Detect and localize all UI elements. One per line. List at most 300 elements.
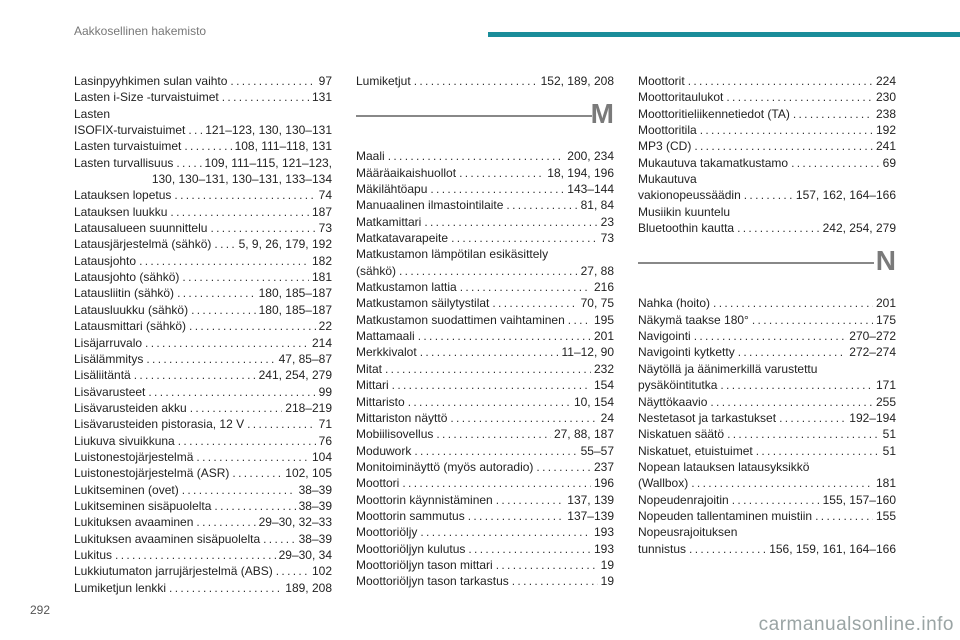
dot-leader [388, 148, 565, 164]
dot-leader [178, 433, 316, 449]
index-entry [356, 492, 614, 508]
entry-pages: 201 [875, 296, 896, 311]
entry-term: Näyttökaavio [638, 394, 708, 409]
index-entry [638, 89, 896, 105]
entry-term: Latausjohto (sähkö) [74, 270, 180, 285]
entry-term: Niskatuen säätö [638, 427, 725, 442]
entry-pages: 193 [593, 525, 614, 540]
index-column-1 [74, 73, 332, 596]
entry-pages: 143–144 [567, 182, 614, 197]
entry-term: Niskatuet, etuistuimet [638, 443, 753, 458]
entry-term: Lisävarusteiden pistorasia, 12 V [74, 417, 245, 432]
index-entry [356, 73, 614, 89]
entry-term: Lukitus [74, 547, 113, 562]
index-entry [638, 394, 896, 410]
entry-pages: 232 [593, 361, 614, 376]
entry-term: Latausluukku (sähkö) [74, 302, 189, 317]
index-entry [356, 197, 614, 213]
index-entry [74, 302, 332, 318]
entry-term: Näkymä taakse 180° [638, 312, 749, 327]
dot-leader [720, 377, 873, 393]
dot-leader [385, 361, 591, 377]
entry-pages: 181 [875, 476, 896, 491]
header-accent-bar [488, 32, 960, 37]
index-entry [74, 384, 332, 400]
index-entry [638, 106, 896, 122]
index-entry [356, 557, 614, 573]
entry-pages: 104 [311, 449, 332, 464]
index-entry [638, 459, 896, 492]
index-entry [638, 155, 896, 171]
dot-leader [392, 377, 591, 393]
dot-leader [146, 351, 275, 367]
entry-pages: 272–274 [849, 345, 896, 360]
index-entry [74, 318, 332, 334]
dot-leader [191, 302, 256, 318]
entry-term: Lukituksen avaaminen [74, 515, 194, 530]
index-entry [74, 285, 332, 301]
dot-leader [418, 328, 591, 344]
entry-pages: 131 [311, 90, 332, 105]
index-entry [356, 426, 614, 442]
entry-term: Manuaalinen ilmastointilaite [356, 198, 504, 213]
entry-pages: 180, 185–187 [258, 302, 332, 317]
index-entry [74, 269, 332, 285]
entry-pages: 102 [311, 564, 332, 579]
dot-leader [214, 498, 295, 514]
dot-leader [210, 220, 315, 236]
index-entry [356, 279, 614, 295]
index-entry [356, 246, 614, 279]
entry-term: ISOFIX-turvaistuimet [74, 123, 186, 138]
dot-leader [459, 165, 544, 181]
entry-term: Moottorin käynnistäminen [356, 492, 493, 507]
dot-leader [738, 344, 847, 360]
entry-term: Lasten turvallisuus [74, 155, 174, 170]
entry-pages: 137–139 [567, 508, 614, 523]
dot-leader [793, 106, 873, 122]
entry-term: Latausjohto [74, 253, 137, 268]
dot-leader [276, 563, 309, 579]
entry-pages: 201 [593, 329, 614, 344]
section-letter: N [875, 245, 896, 277]
entry-term: Matkustamon lämpötilan esikäsittely [356, 247, 549, 262]
dot-leader [134, 367, 256, 383]
entry-term: Moottori [356, 476, 400, 491]
entry-term: Navigointi kytketty [638, 345, 735, 360]
dot-leader [726, 89, 873, 105]
section-divider [356, 89, 614, 148]
index-entry [356, 508, 614, 524]
entry-pages: 29–30, 34 [278, 547, 332, 562]
entry-term: Liukuva sivuikkuna [74, 433, 175, 448]
index-entry [356, 394, 614, 410]
entry-pages: 24 [600, 410, 614, 425]
entry-term: Latausmittari (sähkö) [74, 319, 187, 334]
entry-pages: 38–39 [298, 482, 332, 497]
dot-leader [506, 197, 577, 213]
dot-leader [408, 394, 571, 410]
index-entry [356, 148, 614, 164]
entry-pages: 102, 105 [285, 466, 332, 481]
dot-leader [430, 181, 564, 197]
index-entry [356, 328, 614, 344]
dot-leader [468, 541, 591, 557]
entry-pages: 180, 185–187 [258, 286, 332, 301]
entry-term: Matkustamon säilytystilat [356, 296, 490, 311]
entry-pages: 76 [318, 433, 332, 448]
index-entry [356, 344, 614, 360]
dot-leader [732, 492, 820, 508]
entry-term: Maali [356, 149, 385, 164]
entry-term: tunnistus [638, 541, 687, 556]
entry-pages: 242, 254, 279 [822, 221, 896, 236]
entry-pages: 187 [311, 204, 332, 219]
entry-pages: 270–272 [849, 329, 896, 344]
dot-leader [815, 508, 873, 524]
entry-pages: 108, 111–118, 131 [234, 139, 332, 154]
index-entry [74, 482, 332, 498]
entry-pages: 196 [593, 476, 614, 491]
entry-pages: 74 [318, 188, 332, 203]
index-entry [74, 89, 332, 105]
index-entry [356, 459, 614, 475]
entry-term: Mobiilisovellus [356, 427, 434, 442]
entry-term: Latausjärjestelmä (sähkö) [74, 237, 212, 252]
entry-term: Lukituksen avaaminen sisäpuolelta [74, 531, 261, 546]
dot-leader [512, 573, 598, 589]
dot-leader [779, 410, 846, 426]
entry-term: Mäkilähtöapu [356, 182, 428, 197]
entry-pages: 241 [875, 139, 896, 154]
dot-leader [468, 508, 565, 524]
index-entry [356, 181, 614, 197]
entry-term: Matkamittari [356, 214, 422, 229]
entry-pages: 241, 254, 279 [258, 368, 332, 383]
dot-leader [496, 492, 565, 508]
entry-term: Moottoriöljyn kulutus [356, 541, 466, 556]
header-title: Aakkosellinen hakemisto [74, 24, 207, 38]
entry-term: Lisäjarruvalo [74, 335, 143, 350]
entry-pages: 182 [311, 253, 332, 268]
index-entry [74, 465, 332, 481]
index-entry [356, 295, 614, 311]
entry-term: Lumiketjut [356, 74, 411, 88]
dot-leader [756, 443, 880, 459]
entry-pages: 51 [882, 443, 896, 458]
entry-term: Mittaristo [356, 394, 405, 409]
entry-pages: 38–39 [298, 531, 332, 546]
dot-leader [691, 475, 873, 491]
entry-pages: 19 [600, 557, 614, 572]
dot-leader [182, 269, 309, 285]
entry-pages: 47, 85–87 [278, 351, 332, 366]
index-entry [638, 204, 896, 237]
index-entry [74, 547, 332, 563]
dot-leader [184, 138, 231, 154]
entry-term: Matkatavarapeite [356, 231, 449, 246]
section-rule [356, 115, 592, 117]
entry-term: pysäköintitutka [638, 378, 718, 393]
entry-pages: 5, 9, 26, 179, 192 [238, 237, 332, 252]
entry-term: Lisäliitäntä [74, 368, 131, 383]
entry-pages: 238 [875, 106, 896, 121]
entry-pages: 193 [593, 541, 614, 556]
entry-term: Latauksen lopetus [74, 188, 172, 203]
dot-leader [536, 459, 591, 475]
entry-pages: 109, 111–115, 121–123, [204, 155, 332, 170]
dot-leader [182, 482, 296, 498]
dot-leader [214, 236, 235, 252]
dot-leader [170, 204, 309, 220]
entry-term: Lisävarusteet [74, 384, 146, 399]
index-entry [74, 416, 332, 432]
entry-pages: 218–219 [285, 400, 332, 415]
entry-pages: 23 [600, 214, 614, 229]
entry-term: Bluetoothin kautta [638, 221, 735, 236]
entry-term: Latausalueen suunnittelu [74, 221, 208, 236]
entry-term: Määräaikaishuollot [356, 165, 457, 180]
entry-term: Luistonestojärjestelmä (ASR) [74, 466, 230, 481]
index-entry [356, 541, 614, 557]
entry-term: Lukitseminen (ovet) [74, 482, 179, 497]
entry-term: Moottoriöljyn tason mittari [356, 557, 493, 572]
entry-term: Lisälämmitys [74, 351, 144, 366]
entry-pages: 73 [600, 231, 614, 246]
dot-leader [399, 263, 578, 279]
entry-term: Näytöllä ja äänimerkillä varustettu [638, 361, 818, 376]
dot-leader [496, 557, 598, 573]
entry-pages: 121–123, 130, 130–131 [205, 123, 332, 138]
index-entry [356, 361, 614, 377]
entry-pages: 19 [600, 574, 614, 589]
index-entry [74, 138, 332, 154]
index-entry [356, 214, 614, 230]
index-entry [74, 531, 332, 547]
dot-leader [188, 122, 202, 138]
entry-term: Musiikin kuuntelu [638, 204, 731, 219]
dot-leader [710, 394, 873, 410]
index-entry [638, 410, 896, 426]
index-entry [638, 312, 896, 328]
index-column-3 [638, 73, 896, 557]
dot-leader [402, 475, 591, 491]
entry-term: Moottoriöljyn tason tarkastus [356, 574, 509, 589]
index-entry [638, 328, 896, 344]
entry-pages: 175 [875, 312, 896, 327]
index-entry [356, 475, 614, 491]
dot-leader [744, 187, 793, 203]
index-entry [638, 426, 896, 442]
index-entry [74, 580, 332, 596]
dot-leader [196, 514, 255, 530]
entry-pages: 38–39 [298, 498, 332, 513]
entry-term: Lasinpyyhkimen sulan vaihto [74, 74, 228, 88]
entry-term: Merkkivalot [356, 345, 417, 360]
entry-pages: 171 [875, 378, 896, 393]
entry-pages: 237 [593, 459, 614, 474]
entry-pages: 10, 154 [573, 394, 614, 409]
entry-term: Lasten [74, 106, 111, 121]
index-entry [638, 508, 896, 524]
index-entry [74, 106, 332, 139]
dot-leader [727, 426, 880, 442]
index-entry [356, 524, 614, 540]
entry-term: (sähkö) [356, 263, 397, 278]
entry-term: Lumiketjun lenkki [74, 580, 167, 595]
entry-pages: 73 [318, 221, 332, 236]
index-entry [74, 253, 332, 269]
entry-term: vakionopeussäädin [638, 188, 741, 203]
entry-pages: 51 [882, 427, 896, 442]
entry-pages: 29–30, 32–33 [258, 515, 332, 530]
entry-pages: 27, 88 [580, 263, 614, 278]
index-entry [638, 171, 896, 204]
entry-term: Moduwork [356, 443, 412, 458]
entry-term: Nahka (hoito) [638, 296, 711, 311]
section-rule [638, 262, 874, 264]
entry-pages: 97 [318, 74, 332, 88]
index-entry [74, 351, 332, 367]
dot-leader [424, 214, 597, 230]
entry-term: Navigointi [638, 329, 691, 344]
index-entry [356, 312, 614, 328]
entry-term: Mattamaali [356, 329, 415, 344]
dot-leader [196, 449, 309, 465]
entry-pages: 71 [318, 417, 332, 432]
entry-term: Lasten turvaistuimet [74, 139, 182, 154]
entry-pages-continued: 130, 130–131, 130–131, 133–134 [151, 172, 332, 187]
index-entry [74, 400, 332, 416]
index-column-2 [356, 73, 614, 590]
dot-leader [694, 138, 873, 154]
entry-term: Moottorit [638, 74, 685, 88]
entry-term: Moottoritaulukot [638, 90, 724, 105]
dot-leader [689, 541, 766, 557]
entry-term: Moottorin sammutus [356, 508, 465, 523]
index-entry [638, 122, 896, 138]
index-entry [638, 443, 896, 459]
dot-leader [694, 328, 847, 344]
index-entry [74, 220, 332, 236]
index-entry [74, 367, 332, 383]
section-letter: M [590, 98, 614, 130]
section-divider [638, 236, 896, 295]
dot-leader [190, 400, 283, 416]
index-entry [74, 155, 332, 188]
entry-term: Lisävarusteiden akku [74, 400, 187, 415]
entry-pages: 224 [875, 74, 896, 88]
dot-leader [176, 155, 201, 171]
dot-leader [177, 285, 256, 301]
entry-term: Latausliitin (sähkö) [74, 286, 175, 301]
dot-leader [688, 73, 873, 89]
watermark: carmanualsonline.info [758, 614, 954, 635]
dot-leader [791, 155, 880, 171]
index-entry [74, 498, 332, 514]
entry-term: Moottoritieliikennetiedot (TA) [638, 106, 790, 121]
entry-pages: 157, 162, 164–166 [795, 188, 896, 203]
entry-term: Matkustamon lattia [356, 280, 457, 295]
entry-pages: 154 [593, 378, 614, 393]
dot-leader [139, 253, 309, 269]
entry-pages: 214 [311, 335, 332, 350]
page-number: 292 [30, 603, 51, 617]
dot-leader [230, 73, 315, 89]
entry-pages: 69 [882, 155, 896, 170]
index-entry [356, 230, 614, 246]
entry-pages: 255 [875, 394, 896, 409]
dot-leader [713, 295, 873, 311]
entry-pages: 137, 139 [567, 492, 614, 507]
entry-pages: 189, 208 [285, 580, 332, 595]
entry-term: Nopeuden tallentaminen muistiin [638, 508, 813, 523]
index-entry [74, 433, 332, 449]
entry-term: Nopeusrajoituksen [638, 525, 738, 540]
entry-term: Moottoriöljy [356, 525, 418, 540]
dot-leader [247, 416, 316, 432]
dot-leader [568, 312, 591, 328]
entry-term: Mukautuva takamatkustamo [638, 155, 789, 170]
dot-leader [436, 426, 551, 442]
index-entry [356, 165, 614, 181]
dot-leader [414, 73, 538, 89]
entry-pages: 70, 75 [580, 296, 614, 311]
index-entry [638, 295, 896, 311]
dot-leader [450, 410, 597, 426]
entry-pages: 216 [593, 280, 614, 295]
entry-term: Latauksen luukku [74, 204, 168, 219]
entry-pages: 152, 189, 208 [540, 74, 614, 88]
dot-leader [263, 531, 296, 547]
index-entry [74, 514, 332, 530]
entry-pages: 22 [318, 319, 332, 334]
index-entry [74, 449, 332, 465]
index-entry [638, 138, 896, 154]
dot-leader [115, 547, 276, 563]
entry-pages: 55–57 [580, 443, 614, 458]
dot-leader [174, 187, 315, 203]
entry-term: Mitat [356, 361, 383, 376]
entry-term: Lasten i-Size -turvaistuimet [74, 90, 219, 105]
entry-term: Lukkiutumaton jarrujärjestelmä (ABS) [74, 564, 273, 579]
entry-pages: 27, 88, 187 [553, 427, 614, 442]
dot-leader [189, 318, 316, 334]
entry-pages: 81, 84 [580, 198, 614, 213]
entry-pages: 195 [593, 312, 614, 327]
dot-leader [148, 384, 315, 400]
index-entry [638, 73, 896, 89]
index-entry [74, 236, 332, 252]
entry-term: Mittariston näyttö [356, 410, 448, 425]
entry-term: Monitoiminäyttö (myös autoradio) [356, 459, 534, 474]
index-entry [74, 204, 332, 220]
entry-term: (Wallbox) [638, 476, 689, 491]
index-entry [638, 524, 896, 557]
index-entry [356, 377, 614, 393]
dot-leader [737, 220, 820, 236]
index-entry [638, 344, 896, 360]
index-entry [74, 335, 332, 351]
entry-term: Mittari [356, 378, 389, 393]
dot-leader [420, 524, 591, 540]
dot-leader [232, 465, 282, 481]
index-entry [74, 73, 332, 89]
entry-term: Luistonestojärjestelmä [74, 449, 194, 464]
entry-term: Nestetasot ja tarkastukset [638, 410, 777, 425]
entry-pages: 18, 194, 196 [547, 165, 614, 180]
entry-term: Moottoritila [638, 123, 697, 138]
